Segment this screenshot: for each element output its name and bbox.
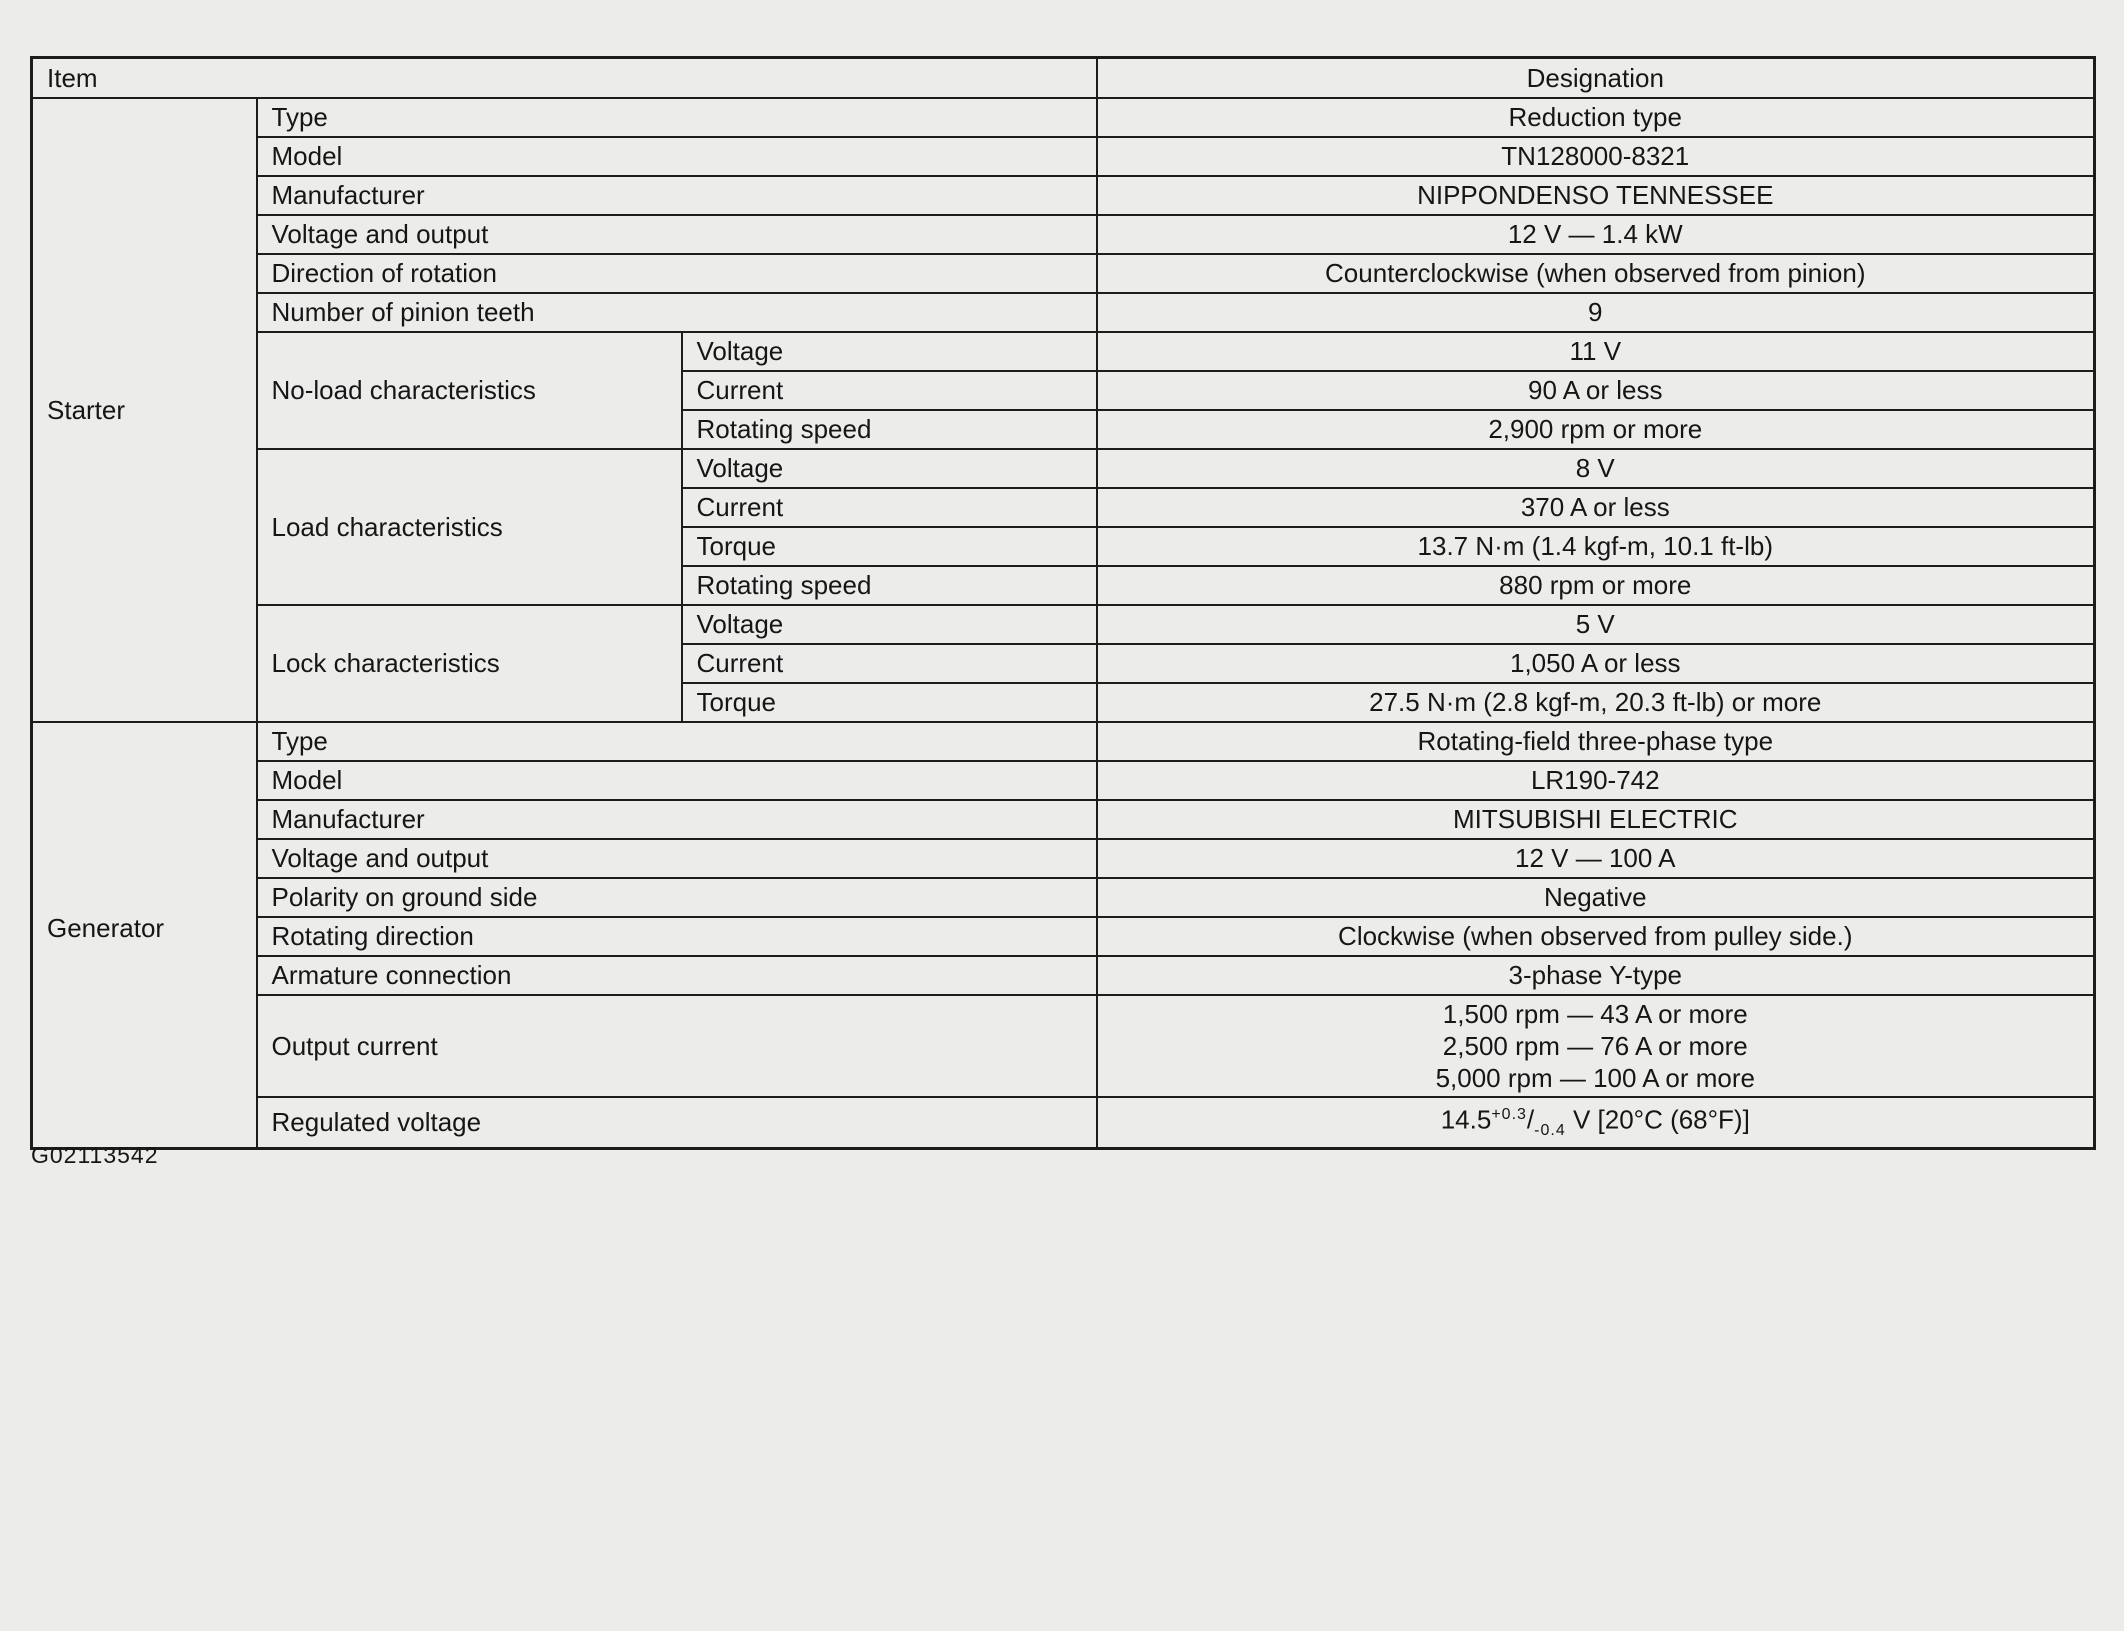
value-cell: 13.7 N·m (1.4 kgf-m, 10.1 ft-lb) (1097, 527, 2095, 566)
item-cell: Type (257, 722, 1097, 761)
group-item-cell: Lock characteristics (257, 605, 682, 722)
rv-rest: V [20°C (68°F)] (1565, 1104, 1750, 1135)
item-cell: Type (257, 98, 1097, 137)
item-cell: Direction of rotation (257, 254, 1097, 293)
item-cell: Regulated voltage (257, 1097, 1097, 1149)
value-cell: 1,050 A or less (1097, 644, 2095, 683)
table-row (32, 137, 2095, 176)
figure-code: G02113542 (31, 1142, 159, 1168)
table-row (32, 293, 2095, 332)
sub-item-cell: Voltage (682, 449, 1097, 488)
table-row (32, 215, 2095, 254)
item-cell: Voltage and output (257, 215, 1097, 254)
spec-table (30, 56, 2096, 1150)
item-cell: Rotating direction (257, 917, 1097, 956)
header-item: Item (32, 58, 1097, 98)
value-cell: TN128000-8321 (1097, 137, 2095, 176)
value-cell: Reduction type (1097, 98, 2095, 137)
table-row (32, 605, 2095, 644)
item-cell: Model (257, 137, 1097, 176)
sub-item-cell: Current (682, 371, 1097, 410)
sub-item-cell: Current (682, 488, 1097, 527)
value-cell-regulated-voltage (1097, 1097, 2095, 1149)
sub-item-cell: Torque (682, 683, 1097, 722)
value-cell: Negative (1097, 878, 2095, 917)
value-cell: 370 A or less (1097, 488, 2095, 527)
value-cell: 27.5 N·m (2.8 kgf-m, 20.3 ft-lb) or more (1097, 683, 2095, 722)
table-row (32, 332, 2095, 371)
section-label-generator: Generator (32, 722, 257, 1149)
sub-item-cell: Rotating speed (682, 566, 1097, 605)
table-row (32, 449, 2095, 488)
table-row (32, 878, 2095, 917)
sub-item-cell: Voltage (682, 605, 1097, 644)
value-cell: Rotating-field three-phase type (1097, 722, 2095, 761)
item-cell: Output current (257, 995, 1097, 1097)
value-cell: 9 (1097, 293, 2095, 332)
group-item-cell: No-load characteristics (257, 332, 682, 449)
table-row (32, 1097, 2095, 1149)
table-row (32, 839, 2095, 878)
group-item-cell: Load characteristics (257, 449, 682, 605)
rv-base: 14.5 (1440, 1104, 1492, 1135)
output-current-line: 1,500 rpm — 43 A or more (1442, 998, 1748, 1029)
table-row (32, 98, 2095, 137)
table-row (32, 917, 2095, 956)
item-cell: Armature connection (257, 956, 1097, 995)
table-row (32, 800, 2095, 839)
sub-item-cell: Rotating speed (682, 410, 1097, 449)
item-cell: Voltage and output (257, 839, 1097, 878)
header-designation: Designation (1097, 58, 2095, 98)
table-row (32, 722, 2095, 761)
rv-slash: / (1526, 1104, 1535, 1135)
rv-sub-tolerance: -0.4 (1534, 1121, 1566, 1139)
value-cell: Clockwise (when observed from pulley side.) (1097, 917, 2095, 956)
table-header-row (32, 58, 2095, 98)
rv-sup-tolerance: +0.3 (1491, 1105, 1527, 1123)
value-cell: 2,900 rpm or more (1097, 410, 2095, 449)
output-current-line: 5,000 rpm — 100 A or more (1435, 1062, 1755, 1093)
item-cell: Manufacturer (257, 800, 1097, 839)
item-cell: Manufacturer (257, 176, 1097, 215)
table-row (32, 176, 2095, 215)
value-cell: 3-phase Y-type (1097, 956, 2095, 995)
value-cell: MITSUBISHI ELECTRIC (1097, 800, 2095, 839)
value-cell: 12 V — 1.4 kW (1097, 215, 2095, 254)
table-row (32, 761, 2095, 800)
table-row (32, 995, 2095, 1097)
sub-item-cell: Current (682, 644, 1097, 683)
sub-item-cell: Torque (682, 527, 1097, 566)
sub-item-cell: Voltage (682, 332, 1097, 371)
item-cell: Polarity on ground side (257, 878, 1097, 917)
value-cell: 12 V — 100 A (1097, 839, 2095, 878)
value-cell: Counterclockwise (when observed from pinion) (1097, 254, 2095, 293)
output-current-line: 2,500 rpm — 76 A or more (1442, 1030, 1748, 1061)
value-cell: 8 V (1097, 449, 2095, 488)
section-label-starter: Starter (32, 98, 257, 722)
table-row (32, 254, 2095, 293)
value-cell: 11 V (1097, 332, 2095, 371)
value-cell: 90 A or less (1097, 371, 2095, 410)
value-cell-output-current (1097, 995, 2095, 1097)
item-cell: Model (257, 761, 1097, 800)
item-cell: Number of pinion teeth (257, 293, 1097, 332)
table-row (32, 956, 2095, 995)
value-cell: 5 V (1097, 605, 2095, 644)
value-cell: 880 rpm or more (1097, 566, 2095, 605)
value-cell: NIPPONDENSO TENNESSEE (1097, 176, 2095, 215)
value-cell: LR190-742 (1097, 761, 2095, 800)
